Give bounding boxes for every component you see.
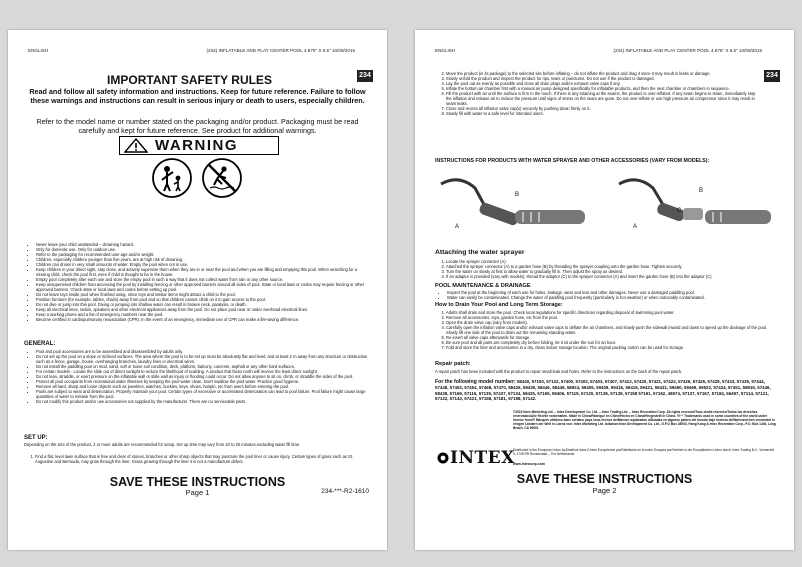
intex-logo-mark-icon: [437, 452, 449, 464]
list-item: • Protect all pool occupants from recreational water illnesses by keeping the pool water clean. Don't swallow the pool water. Practice good hygiene.: [36, 379, 369, 384]
list-item: • Never leave your child unattended – drowning hazard.: [36, 242, 369, 247]
list-item: • Remove all hard, sharp and loose objects such as jewelries, watches, buckles, keys, shoes, hairpin, etc from users before entering the pool.: [36, 384, 369, 389]
list-item: • Refer to the packaging for recommended user age and/or weight.: [36, 252, 369, 257]
list-item: • Children can drown in very small amounts of water. Empty the pool when not in use.: [36, 262, 369, 267]
page-number-badge: 234: [764, 70, 780, 82]
list-item: • Keep a working phone and a list of emergency numbers near the pool.: [36, 312, 369, 317]
page-number-badge: 234: [357, 70, 373, 82]
list-item: 3. Open the drain valve cap (vary from models).: [446, 320, 776, 325]
page-title: IMPORTANT SAFETY RULES: [107, 73, 272, 87]
list-item: • Pool and pool accessories are to be assembled and disassembled by adults only.: [36, 349, 369, 354]
header-language: ENGLISH: [435, 48, 456, 53]
sprayer-diagram-2: [615, 170, 775, 238]
intex-logo: [437, 448, 515, 468]
save-instructions-title: SAVE THESE INSTRUCTIONS: [516, 472, 693, 486]
header-doc-info: (234) INFLATABLE AND PLAY CENTER POOL 4.875" X 6.5" 10/09/2015: [206, 48, 355, 53]
sprayer-letter-c: C: [677, 208, 682, 214]
list-item: • Do not modify this product and/or use accessories not supplied by the manufacturer. There are no serviceable parts.: [36, 399, 369, 404]
attach-steps: [435, 259, 776, 279]
warning-triangle-icon: [124, 138, 148, 153]
website: www.intexcorp.com: [513, 462, 545, 466]
list-item: • Do not leave toys inside pool when finished using, since toys and similar items might attract a child to the pool.: [36, 292, 369, 297]
header-doc-info: (234) INFLATABLE AND PLAY CENTER POOL 4.875" X 6.5" 10/09/2015: [613, 48, 762, 53]
page-label: Page 1: [185, 488, 210, 497]
list-item: 1. Locate the sprayer connector (A).: [446, 259, 776, 264]
list-item: • Children, especially children younger than five years, are at high risk of drowning.: [36, 257, 369, 262]
list-item: 8. Slowly fill with water to a safe level for intended users.: [446, 111, 760, 116]
list-item: • For certain models - Locate the slide out of direct sunlight to reduce the likelihood of scalding. A product that faces north will receive the least direct sunlight.: [36, 369, 369, 374]
setup-heading: SET UP:: [24, 435, 48, 441]
safety-subtitle: Read and follow all safety information and instructions. Keep for future reference. Failure to follow these warnings and instructions can result in serious injury or death to users, especially children.: [29, 87, 366, 105]
general-heading: GENERAL:: [24, 341, 56, 347]
list-item: • Keep unsupervised children from accessing the pool by installing fencing or other approved barriers around all sides of pool. State or local laws or codes may require fencing or other approved barriers. Check state or local laws and codes before setting up pool.: [36, 282, 369, 292]
list-item: • Do not set up the pool on a slope or inclined surfaces. The area where the pool is to be set up must be absolutely flat and level; and at least 2 m away from any structure or obstruction such as a fence, garage, house, overhanging branches, laundry lines or electrical wires.: [36, 354, 369, 364]
sprayer-letter-a: A: [455, 224, 460, 230]
setup-intro: Depending on the size of the product, 2 or more adults are recommended for setup. Set up time may vary from 10 to 20 minutes excluding water fill time.: [24, 442, 301, 447]
sprayer-letter-b: B: [699, 188, 704, 194]
list-item: 1. Adults shall drain and store the pool. Check local regulations for specific directions regarding disposal of swimming pool water.: [446, 310, 776, 315]
distributor-text: Distributed in the European Union by/Distribué dans l'Union Européenne par/Distribuido en la unión Europea por/Vertrieb in der Europäischen Union durch: Intex Trading B.V., Venneveld 9, 4705 RR Roosendaal – The Netherlands: [513, 448, 775, 457]
model-numbers: [435, 379, 776, 402]
legal-text: ©2015 Intex Marketing Ltd. – Intex Development Co. Ltd. – Intex Trading Ltd. – Intex Recreation Corp. All rights reserved/Tous droits réservés/Todos los derechos reservados/Alle Rechte vorbehalten. Made in China/Fabriqué en Chine/Hecho en China/Hergestellt in China. ®/™ Trademarks used in some countries of the world under license from/® Marques utilisées dans certains pays sous licence de/Marcas registradas utilizadas en algunos países del mundo bajo licencia de/Warenzeichen verwendet in einigen Ländern der Welt in Lizenz von: Intex Marketing Ltd. to/à/a/an Intex Development Co. Ltd., G.P.O Box 28503, Hong Kong & Intex Recreation Corp., P.O. Box 1440, Long Beach, CA 90801: [513, 410, 776, 431]
brand-name: INTEX: [450, 448, 515, 468]
list-item: 3. Turn the water on slowly at first to allow water to gradually fill in. Then adjust the spray as desired.: [446, 269, 776, 274]
list-item: 7. Close and recess all inflation valve cap(s) securely by pushing down firmly on it.: [446, 106, 760, 111]
list-item: 4. If an adaptor is provided (vary with models), thread the adaptor (C) to the sprayer connector (A) and insert the garden hose (B) into the adaptor (C).: [446, 274, 776, 279]
list-item: 6. Be sure pool and all parts are completely dry before folding, let it sit under the sun for an hour.: [446, 340, 776, 345]
warning-banner: [119, 136, 279, 155]
sprayer-letter-b: B: [515, 192, 520, 198]
list-item: • Do not dive or jump into this pool. Diving or jumping into shallow water can result in broken neck, paralysis, or death.: [36, 302, 369, 307]
list-item: • Do not install the paddling pool on mud, sand, soft or loose soil condition, deck, platform, balcony, concrete, asphalt or any other hard surfaces.: [36, 364, 369, 369]
page-label: Page 2: [592, 486, 617, 495]
list-item: 2. Attached the sprayer connector (A) to a garden hose (B) by threading the sprayer coupling onto the garden hose. Tighten securely.: [446, 264, 776, 269]
list-item: 5. Inflate the bottom air chamber first with a manual air pump designed specifically for inflatable products, and then the next chamber or chambers in sequence.: [446, 86, 760, 91]
drain-steps: [435, 310, 776, 350]
manual-page-2: [415, 30, 794, 550]
drain-heading: How to Drain Your Pool and Long Term Storage:: [435, 302, 563, 308]
list-item: • Only for domestic use. Only for outdoor use.: [36, 247, 369, 252]
list-item: • Pools are subject to wear and deterioration. Properly maintain your pool. Certain types of excessive or accelerated deterioration can lead to pool failure. Pool failure might cause large quantities of water to release from the pool.: [36, 389, 369, 399]
list-item: • Keep all electrical lines, radios, speakers and other electrical appliances away from the pool. Do not place pool near or under overhead electrical lines.: [36, 307, 369, 312]
list-item: 6. Fill the product with air until the surface is firm to the touch. If there is any straining at the seams, the product is over-inflated. If any seam begins to strain, immediately stop the inflation and release air to reduce the pressure until signs of stress on the seam are gone. Do not over-inflate or use high pressure air compressor since it may result in seam leaks.: [446, 91, 760, 106]
sprayer-letter-a: A: [633, 224, 638, 230]
setup-steps: [24, 454, 369, 464]
list-item: • Become certified in cardiopulmonary resuscitation (CPR). In the event of an emergency, immediate use of CPR can make a life-saving difference.: [36, 317, 369, 322]
list-item: 7. Fold and store the liner and accessories in a dry, clean indoor storage location. The original packing carton can be used for storage.: [446, 345, 776, 350]
maintenance-heading: POOL MAINTENANCE & DRAINAGE: [435, 283, 531, 289]
general-list: [24, 349, 369, 404]
list-item: 4. Carefully open the inflation valve caps and/or exhaust valve caps to deflate the air chambers, and slowly push the sidewall inward and down to speed up the drainage of the pool. Slowly lift one side of the pool to drain out the remaining standing water.: [446, 325, 776, 335]
header-language: ENGLISH: [28, 48, 49, 53]
list-item: • Position furniture (for example, tables, chairs) away from pool and so that children cannot climb on it to gain access to the pool.: [36, 297, 369, 302]
list-item: 3. Slowly unfold the product and inspect the product for rips, tears or punctures. Do not use if the product is damaged.: [446, 76, 760, 81]
list-item: • Keep children in your direct sight, stay close, and actively supervise them when they are in or near the pool and when you are filling and emptying this pool. When searching for a missing child, check the pool first, even if child is thought to be in the house.: [36, 267, 369, 277]
list-item: 2. Move the product (in its package) to the selected site before inflating – do not inflate the product and drag it since it may result in leaks or damage.: [446, 71, 760, 76]
child-supervision-icon: [152, 158, 192, 198]
maintenance-list: [435, 290, 776, 300]
repair-text: A repair patch has been included with the product to repair small leak and holes. Refer to the instructions on the back of the repair patch.: [435, 369, 683, 374]
setup-steps-continued: [435, 71, 760, 116]
models-label: For the following model number:: [435, 379, 516, 385]
warning-label: WARNING: [155, 137, 238, 154]
no-diving-icon: [202, 158, 242, 198]
list-item: • Empty pool completely after each use and store the empty pool in such a way that it does not collect water from rain or any other source.: [36, 277, 369, 282]
list-item: 2. Remove all accessories, toys, garden hose, etc from the pool.: [446, 315, 776, 320]
sprayer-heading: INSTRUCTIONS FOR PRODUCTS WITH WATER SPRAYER AND OTHER ACCESSORIES (VARY FROM MODELS):: [435, 158, 710, 164]
list-item: • Water can easily be contaminated. Change the water of paddling pool frequently (particularly in hot weather) or when noticeably contaminated.: [447, 295, 776, 300]
list-item: 5. Re-insert all valve caps afterwards for storage.: [446, 335, 776, 340]
attach-heading: Attaching the water sprayer: [435, 249, 525, 256]
save-instructions-title: SAVE THESE INSTRUCTIONS: [109, 475, 286, 489]
packaging-note: Refer to the model name or number stated on the packaging and/or product. Packaging must be read carefully and kept for future reference. See product for additional warnings.: [36, 117, 359, 135]
models-list: 58440, 57100, 57132, 57400, 57402, 57403, 57407, 57412, 57420, 57421, 57422, 57426, 57428, 57429, 57433, 57435, 57444, 57448, 57453, 57454, 57468, 57470, 58426, 58439, 58446, 58449, 58924, 59405, 59409, 59416, 59419, 59421, 59431, 59460, 59469, 59522, 57434, 57451, 58915, 57446, 58428, 57169, 57116, 57135, 57437, 57134, 58425, 57165, 59406, 57119, 57120, 57136, 57139, 57158 57161, 57162, 48674, 57137, 57167, 57184, 56497, 57114, 57121, 57122, 57143, 57421, 57158, 57181, 57198, 57142.: [435, 379, 771, 402]
part-number: 234-***-R2-1610: [321, 488, 369, 495]
list-item: • Inspect the pool at the beginning of each use for holes, leakage, wear and tear and other damages. Never use a damaged paddling pool.: [447, 290, 776, 295]
warnings-list: [24, 242, 369, 322]
manual-page-1: [8, 30, 387, 550]
list-item: 1. Find a flat, level lawn surface that is free and clear of stones, branches or other sharp objects that may puncture the pool liner or cause injury. Certain types of grass such as St. Augustine and Bermuda, may grow through the liner. Grass growing through the liner it is not a manufacture defect.: [35, 454, 369, 464]
list-item: 4. Lay the pool out as evenly as possible and close all drain plugs and/or exhaust valve caps if any.: [446, 81, 760, 86]
repair-heading: Repair patch:: [435, 361, 471, 367]
list-item: • Do not lean, straddle, or exert pressure on the inflatable wall or slide wall as injury or flooding could occur. Do not allow anyone to sit on, climb, or straddle the sides of the pool.: [36, 374, 369, 379]
